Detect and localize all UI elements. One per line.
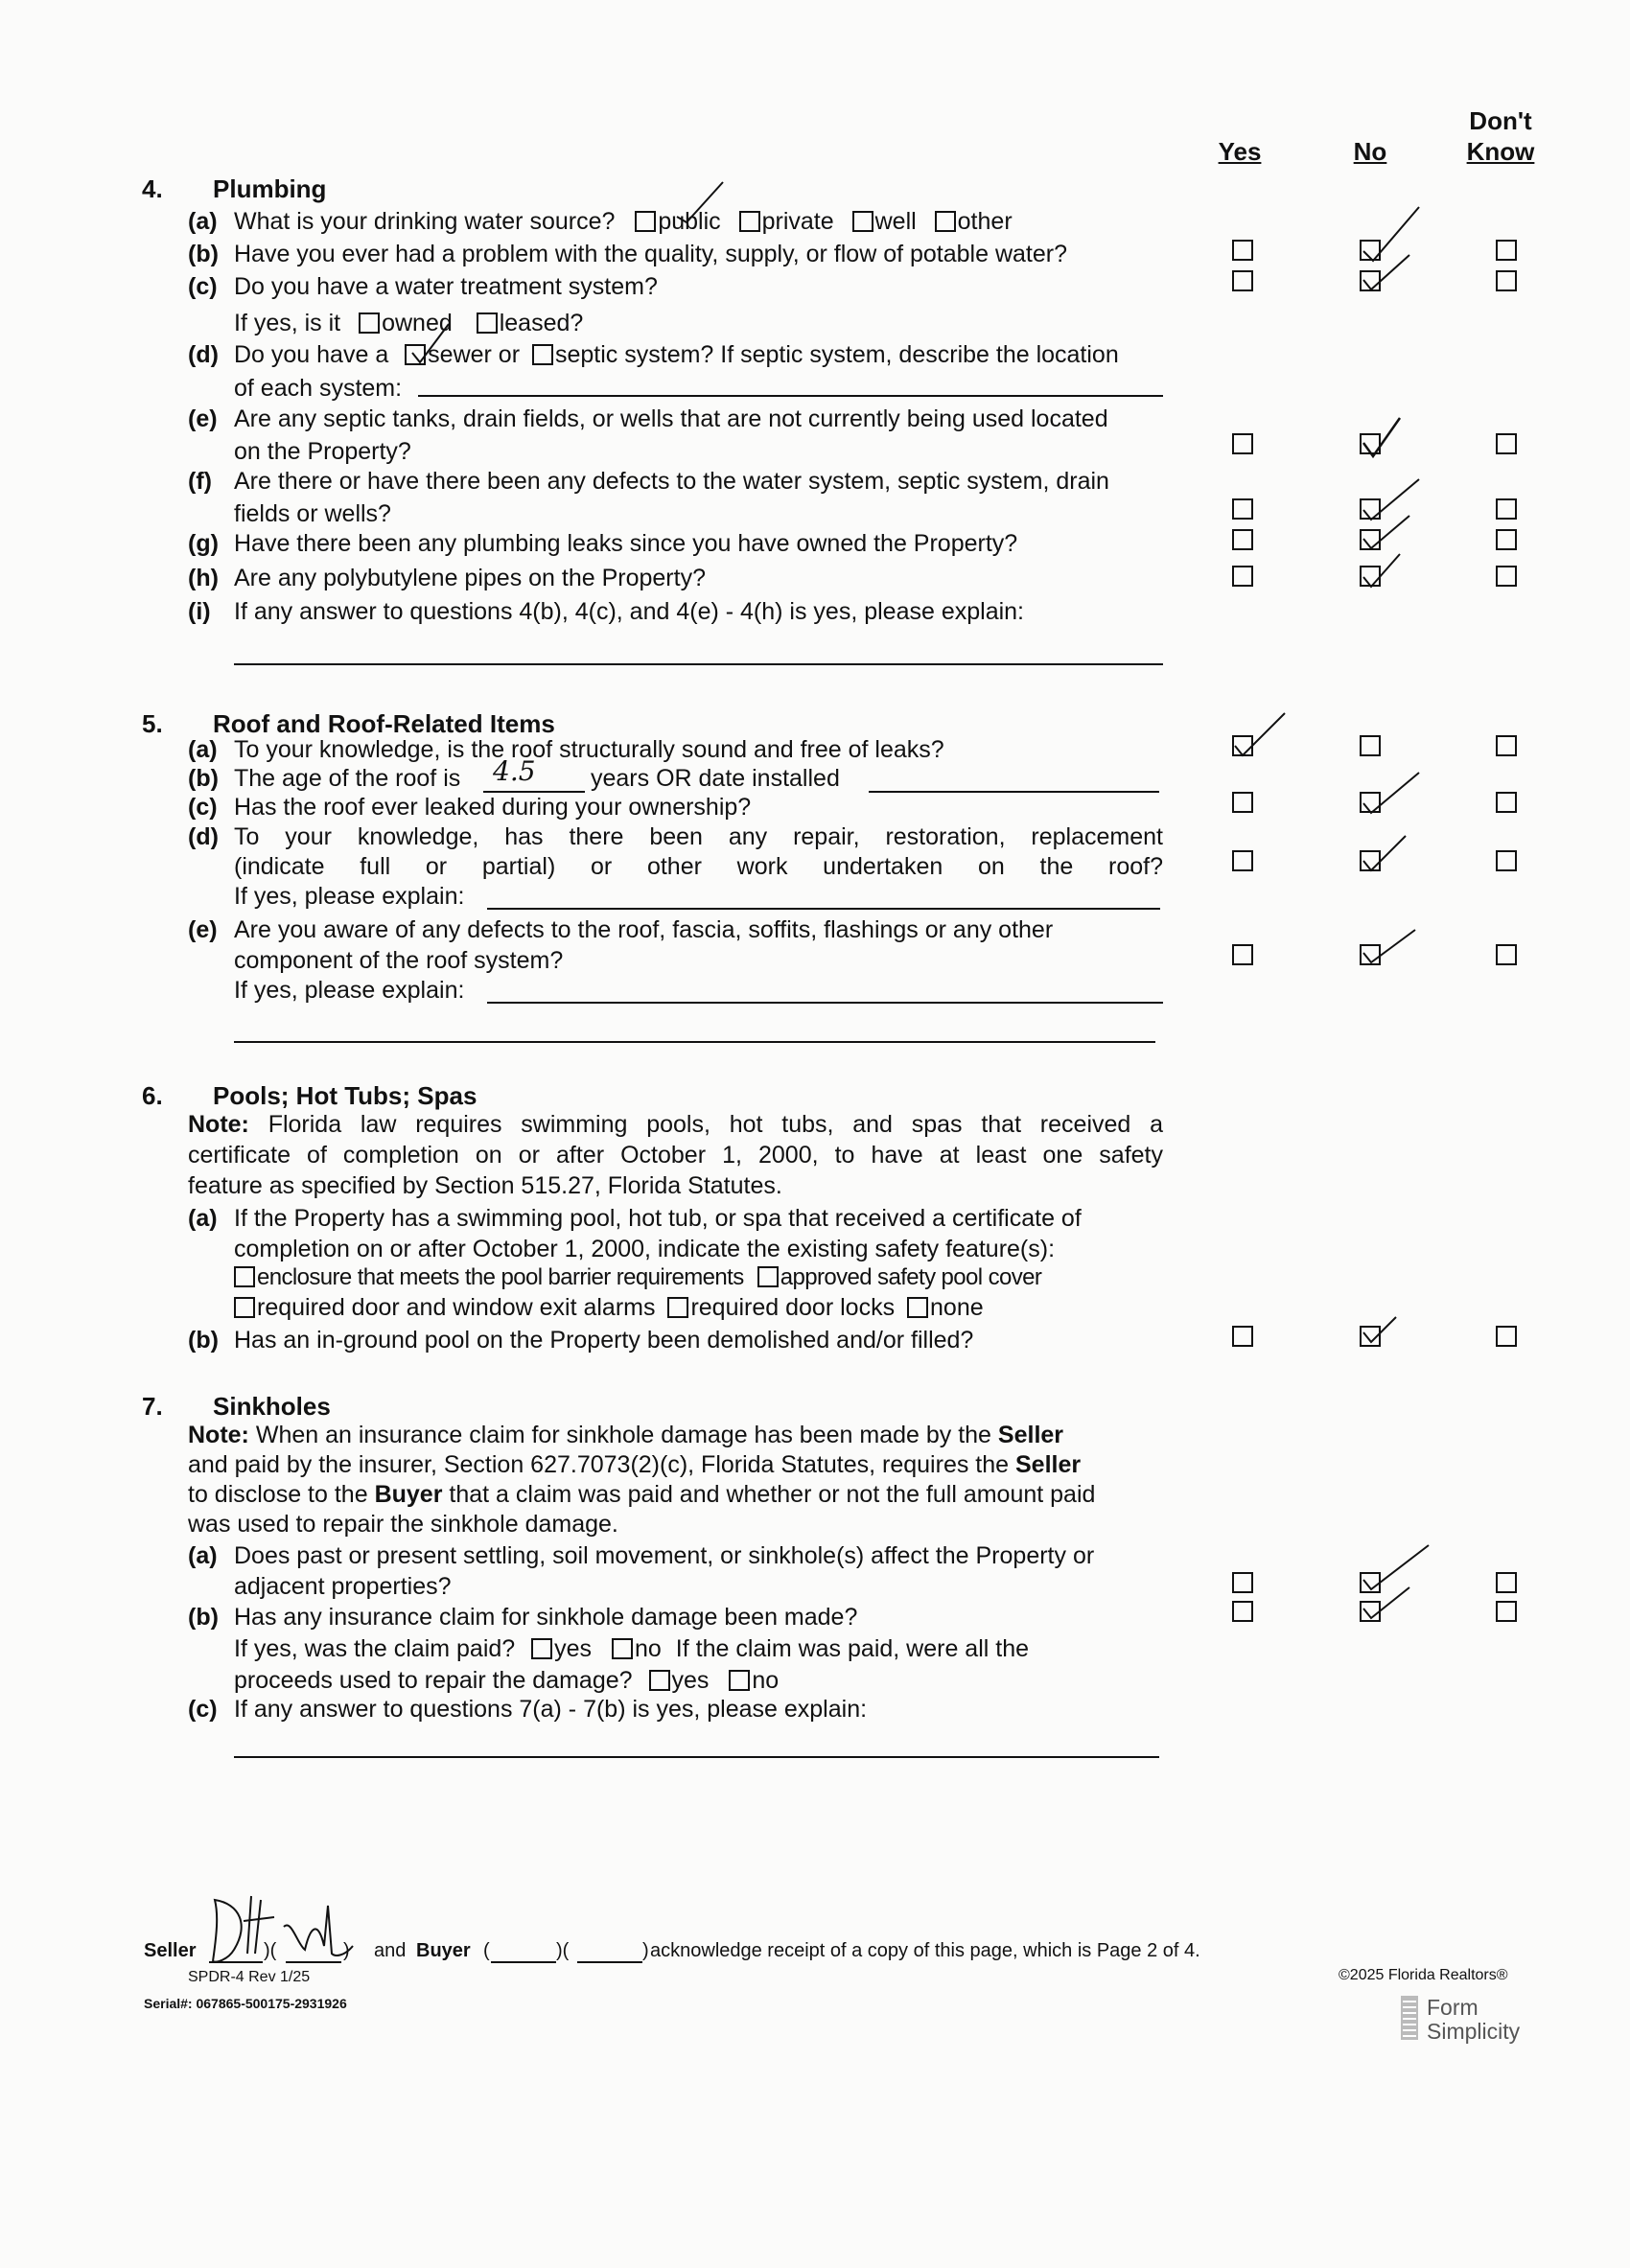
q4e-text-1: Are any septic tanks, drain fields, or wells that are not currently being used located: [234, 405, 1108, 432]
q6a-pool-cover-checkbox[interactable]: [757, 1266, 779, 1287]
form-simplicity-logo-word-2: Simplicity: [1427, 2019, 1521, 2044]
q4c-no-checkmark: [1358, 251, 1415, 295]
q6b-dont-know-checkbox[interactable]: [1496, 1326, 1517, 1347]
s6-note-label: Note:: [188, 1111, 249, 1138]
footer-paren-1: )(: [264, 1940, 277, 1961]
q5c-yes-checkbox[interactable]: [1232, 792, 1253, 813]
q7b-claim-paid-no-label: no: [635, 1635, 662, 1662]
q4h-no-checkmark: [1358, 550, 1406, 592]
q7c-text: If any answer to questions 7(a) - 7(b) is yes, please explain:: [234, 1696, 868, 1723]
q5e-explain-line-1[interactable]: [487, 1002, 1163, 1004]
q5b-age-value: 4.5: [493, 755, 536, 787]
q4d-description-line[interactable]: [418, 395, 1163, 397]
q5d-text-1: To your knowledge, has there been any repair, restoration, replacement: [234, 823, 1163, 850]
q6a-pool-cover-label: approved safety pool cover: [780, 1264, 1042, 1290]
s7-note-line-2: [188, 1450, 1081, 1479]
q4d-line: [234, 340, 1119, 369]
q5d-label: (d): [188, 823, 219, 850]
q4g-dont-know-checkbox[interactable]: [1496, 529, 1517, 550]
q4c-label: (c): [188, 273, 218, 300]
q7b-proceeds-no-checkbox[interactable]: [729, 1670, 750, 1691]
q4b-text: Have you ever had a problem with the quality, supply, or flow of potable water?: [234, 241, 1067, 267]
section-7-title: Sinkholes: [213, 1392, 331, 1421]
q7b-claim-paid-yes-checkbox[interactable]: [531, 1638, 552, 1659]
q4f-label: (f): [188, 468, 212, 495]
q4c-owned-label: owned: [382, 310, 453, 336]
footer-buyer-initials-2[interactable]: [577, 1961, 642, 1963]
q6a-exit-alarms-label: required door and window exit alarms: [257, 1294, 656, 1321]
q7b-proceeds-line: [234, 1666, 779, 1695]
column-yes-header: Yes: [1218, 137, 1262, 166]
s7-note-text-3b: Buyer: [374, 1481, 443, 1508]
q5d-text-3: If yes, please explain:: [234, 883, 465, 910]
q5d-dont-know-checkbox[interactable]: [1496, 850, 1517, 871]
q7b-text-3: If the claim was paid, were all the: [675, 1635, 1030, 1662]
q4d-text-3: of each system:: [234, 375, 403, 402]
q5b-text-2: years OR date installed: [591, 765, 840, 792]
section-4-title: Plumbing: [213, 174, 327, 203]
s7-note-line-3: [188, 1480, 1095, 1509]
q5c-label: (c): [188, 794, 218, 821]
s6-note-text-2: certificate of completion on or after October 1, 2000, to have at least one safety: [188, 1142, 1163, 1169]
q7a-dont-know-checkbox[interactable]: [1496, 1572, 1517, 1593]
footer-paren-3: (: [483, 1940, 490, 1961]
q4h-text: Are any polybutylene pipes on the Property?: [234, 565, 706, 591]
s6-note-text-1: Florida law requires swimming pools, hot tubs, and spas that received a: [268, 1111, 1163, 1138]
q5e-yes-checkbox[interactable]: [1232, 944, 1253, 965]
q7b-proceeds-prompt: proceeds used to repair the damage?: [234, 1667, 633, 1694]
q4f-dont-know-checkbox[interactable]: [1496, 498, 1517, 520]
q4c-leased-checkbox[interactable]: [477, 312, 498, 334]
q4e-yes-checkbox[interactable]: [1232, 433, 1253, 454]
q4d-label: (d): [188, 341, 219, 368]
footer-acknowledgement: acknowledge receipt of a copy of this page, which is Page 2 of 4.: [650, 1940, 1200, 1961]
q4c-owned-checkbox[interactable]: [359, 312, 380, 334]
q4g-label: (g): [188, 530, 219, 557]
footer-buyer-initials-1[interactable]: [491, 1961, 556, 1963]
q6a-options-line-2: [234, 1293, 984, 1322]
q5b-label: (b): [188, 765, 219, 792]
column-dont-know-header-line1: Don't: [1469, 106, 1532, 135]
form-simplicity-logo-word-1: Form: [1427, 1995, 1479, 2020]
q4e-label: (e): [188, 405, 218, 432]
q5d-explain-line[interactable]: [487, 908, 1160, 910]
q4c-leased-label: leased?: [499, 310, 584, 336]
seller-initials-signature: [192, 1886, 374, 1973]
s7-note-text-1b: Seller: [997, 1422, 1064, 1448]
q7b-dont-know-checkbox[interactable]: [1496, 1601, 1517, 1622]
q4h-dont-know-checkbox[interactable]: [1496, 566, 1517, 587]
q5c-no-checkmark: [1358, 769, 1425, 819]
s6-note-text-3: feature as specified by Section 515.27, Florida Statutes.: [188, 1172, 782, 1199]
q6b-no-checkmark: [1358, 1313, 1402, 1348]
q6a-options-line-1: [234, 1263, 1041, 1292]
q4b-label: (b): [188, 241, 219, 267]
q4e-dont-know-checkbox[interactable]: [1496, 433, 1517, 454]
section-4-number: 4.: [142, 174, 163, 203]
s7-note-text-3c: that a claim was paid and whether or not the full amount paid: [449, 1481, 1096, 1508]
q4g-text: Have there been any plumbing leaks since you have owned the Property?: [234, 530, 1018, 557]
s7-note-text-3a: to disclose to the: [188, 1481, 368, 1508]
s7-note-label: Note:: [188, 1422, 249, 1448]
s7-note-text-4: was used to repair the sinkhole damage.: [188, 1511, 618, 1538]
q5b-text-1: The age of the roof is: [234, 765, 461, 792]
q7b-text-1: Has any insurance claim for sinkhole damage been made?: [234, 1604, 858, 1631]
section-6-number: 6.: [142, 1081, 163, 1110]
q6b-text: Has an in-ground pool on the Property been demolished and/or filled?: [234, 1327, 974, 1354]
q6a-none-label: none: [930, 1294, 984, 1321]
q7a-yes-checkbox[interactable]: [1232, 1572, 1253, 1593]
q5a-no-checkbox[interactable]: [1360, 735, 1381, 756]
q4f-yes-checkbox[interactable]: [1232, 498, 1253, 520]
q6b-yes-checkbox[interactable]: [1232, 1326, 1253, 1347]
q4a-well-label: well: [874, 208, 917, 235]
q5e-label: (e): [188, 916, 218, 943]
s7-note-text-1a: When an insurance claim for sinkhole damage has been made by the: [255, 1422, 991, 1448]
footer-buyer-label: Buyer: [416, 1940, 471, 1961]
q4a-public-label: public: [658, 208, 721, 235]
q4a-label: (a): [188, 208, 218, 235]
q4b-yes-checkbox[interactable]: [1232, 240, 1253, 261]
q5e-text-2: component of the roof system?: [234, 947, 564, 974]
q5e-no-checkmark: [1358, 926, 1421, 968]
q4c-dont-know-checkbox[interactable]: [1496, 270, 1517, 291]
q4g-yes-checkbox[interactable]: [1232, 529, 1253, 550]
q7b-no-checkmark: [1358, 1584, 1415, 1624]
s7-note-text-2b: Seller: [1015, 1451, 1082, 1478]
q4h-label: (h): [188, 565, 219, 591]
q6a-enclosure-label: enclosure that meets the pool barrier requirements: [257, 1264, 744, 1290]
q4a-public-checkbox[interactable]: [635, 211, 656, 232]
q4i-text: If any answer to questions 4(b), 4(c), and 4(e) - 4(h) is yes, please explain:: [234, 598, 1024, 625]
q5e-dont-know-checkbox[interactable]: [1496, 944, 1517, 965]
q5a-dont-know-checkbox[interactable]: [1496, 735, 1517, 756]
q6b-label: (b): [188, 1327, 219, 1354]
q7b-proceeds-yes-label: yes: [671, 1667, 710, 1694]
q7a-text-2: adjacent properties?: [234, 1573, 452, 1600]
s7-note-line-1: [188, 1421, 1063, 1449]
q7c-explain-line[interactable]: [234, 1756, 1159, 1758]
q4d-sewer-checkmark: [407, 320, 454, 366]
q6a-text-1: If the Property has a swimming pool, hot tub, or spa that received a certificate of: [234, 1205, 1082, 1232]
q4d-text-2: septic system? If septic system, describe the location: [555, 341, 1119, 368]
q4f-text-1: Are there or have there been any defects to the water system, septic system, drain: [234, 468, 1109, 495]
q4a-other-checkbox[interactable]: [935, 211, 956, 232]
q4b-dont-know-checkbox[interactable]: [1496, 240, 1517, 261]
q5d-text-2: (indicate full or partial) or other work undertaken on the roof?: [234, 853, 1163, 880]
q4e-text-2: on the Property?: [234, 438, 411, 465]
q5a-label: (a): [188, 736, 218, 763]
q4h-yes-checkbox[interactable]: [1232, 566, 1253, 587]
q4f-text-2: fields or wells?: [234, 500, 391, 527]
q7b-yes-checkbox[interactable]: [1232, 1601, 1253, 1622]
q5c-text: Has the roof ever leaked during your ownership?: [234, 794, 752, 821]
q5c-dont-know-checkbox[interactable]: [1496, 792, 1517, 813]
q6a-text-2: completion on or after October 1, 2000, indicate the existing safety feature(s):: [234, 1236, 1056, 1262]
footer-copyright: ©2025 Florida Realtors®: [1339, 1967, 1508, 1983]
q4c-yes-checkbox[interactable]: [1232, 270, 1253, 291]
q7b-claim-paid-no-checkbox[interactable]: [612, 1638, 633, 1659]
q7b-claim-paid-yes-label: yes: [554, 1635, 593, 1662]
q4a-well-checkbox[interactable]: [852, 211, 873, 232]
q7b-proceeds-no-label: no: [752, 1667, 780, 1694]
q5a-yes-checkmark: [1229, 709, 1291, 761]
q4a-private-label: private: [761, 208, 834, 235]
q4d-septic-checkbox[interactable]: [532, 344, 553, 365]
section-5-title: Roof and Roof-Related Items: [213, 709, 555, 738]
s6-note-line-1: [188, 1110, 1163, 1139]
q5d-no-checkmark: [1358, 832, 1411, 876]
q5d-yes-checkbox[interactable]: [1232, 850, 1253, 871]
q7b-claim-paid-prompt: If yes, was the claim paid?: [234, 1635, 516, 1662]
q4a-public-checkmark: [671, 178, 729, 226]
q6a-exit-alarms-checkbox[interactable]: [234, 1297, 255, 1318]
footer-paren-2: ): [343, 1940, 350, 1961]
footer-seller-label: Seller: [144, 1940, 197, 1961]
q7c-label: (c): [188, 1696, 218, 1723]
q7b-proceeds-yes-checkbox[interactable]: [649, 1670, 670, 1691]
section-5-number: 5.: [142, 709, 163, 738]
section-7-number: 7.: [142, 1392, 163, 1421]
footer-form-id: SPDR-4 Rev 1/25: [188, 1969, 311, 1985]
q6a-enclosure-checkbox[interactable]: [234, 1266, 255, 1287]
q4c-text: Do you have a water treatment system?: [234, 273, 658, 300]
q5b-date-line[interactable]: [869, 791, 1159, 793]
q4i-explain-line[interactable]: [234, 663, 1163, 665]
q4d-text-1: Do you have a: [234, 341, 389, 368]
q4a-line: [234, 207, 1013, 236]
q4i-label: (i): [188, 598, 211, 625]
q4c-ownership-prompt: If yes, is it: [234, 310, 341, 336]
q4a-text: What is your drinking water source?: [234, 208, 616, 235]
q4a-private-checkbox[interactable]: [739, 211, 760, 232]
q4e-no-checkmark: [1358, 414, 1406, 460]
q7a-label: (a): [188, 1542, 218, 1569]
q6a-door-locks-label: required door locks: [690, 1294, 896, 1321]
q6a-door-locks-checkbox[interactable]: [667, 1297, 688, 1318]
q4a-other-label: other: [957, 208, 1013, 235]
q6a-label: (a): [188, 1205, 218, 1232]
footer-paren-5: ): [642, 1940, 649, 1961]
footer-and: and: [374, 1940, 407, 1961]
q5e-text-3: If yes, please explain:: [234, 977, 465, 1004]
q5e-explain-line-2[interactable]: [234, 1041, 1155, 1043]
q4d-sewer-label: sewer or: [428, 341, 521, 368]
column-no-header: No: [1353, 137, 1387, 166]
q6a-none-checkbox[interactable]: [907, 1297, 928, 1318]
section-6-title: Pools; Hot Tubs; Spas: [213, 1081, 477, 1110]
footer-serial: Serial#: 067865-500175-2931926: [144, 1996, 347, 2011]
q7b-label: (b): [188, 1604, 219, 1631]
footer-paren-4: )(: [556, 1940, 570, 1961]
s7-note-text-2a: and paid by the insurer, Section 627.7073(2)(c), Florida Statutes, requires the: [188, 1451, 1010, 1478]
q4g-no-checkmark: [1358, 512, 1415, 554]
column-dont-know-header-line2: Know: [1466, 137, 1535, 166]
q7a-text-1: Does past or present settling, soil movement, or sinkhole(s) affect the Property or: [234, 1542, 1095, 1569]
q5e-text-1: Are you aware of any defects to the roof, fascia, soffits, flashings or any other: [234, 916, 1054, 943]
q7b-claim-paid-line: [234, 1634, 1029, 1663]
q5a-text: To your knowledge, is the roof structurally sound and free of leaks?: [234, 736, 944, 763]
form-simplicity-logo-icon: [1400, 1994, 1419, 2042]
